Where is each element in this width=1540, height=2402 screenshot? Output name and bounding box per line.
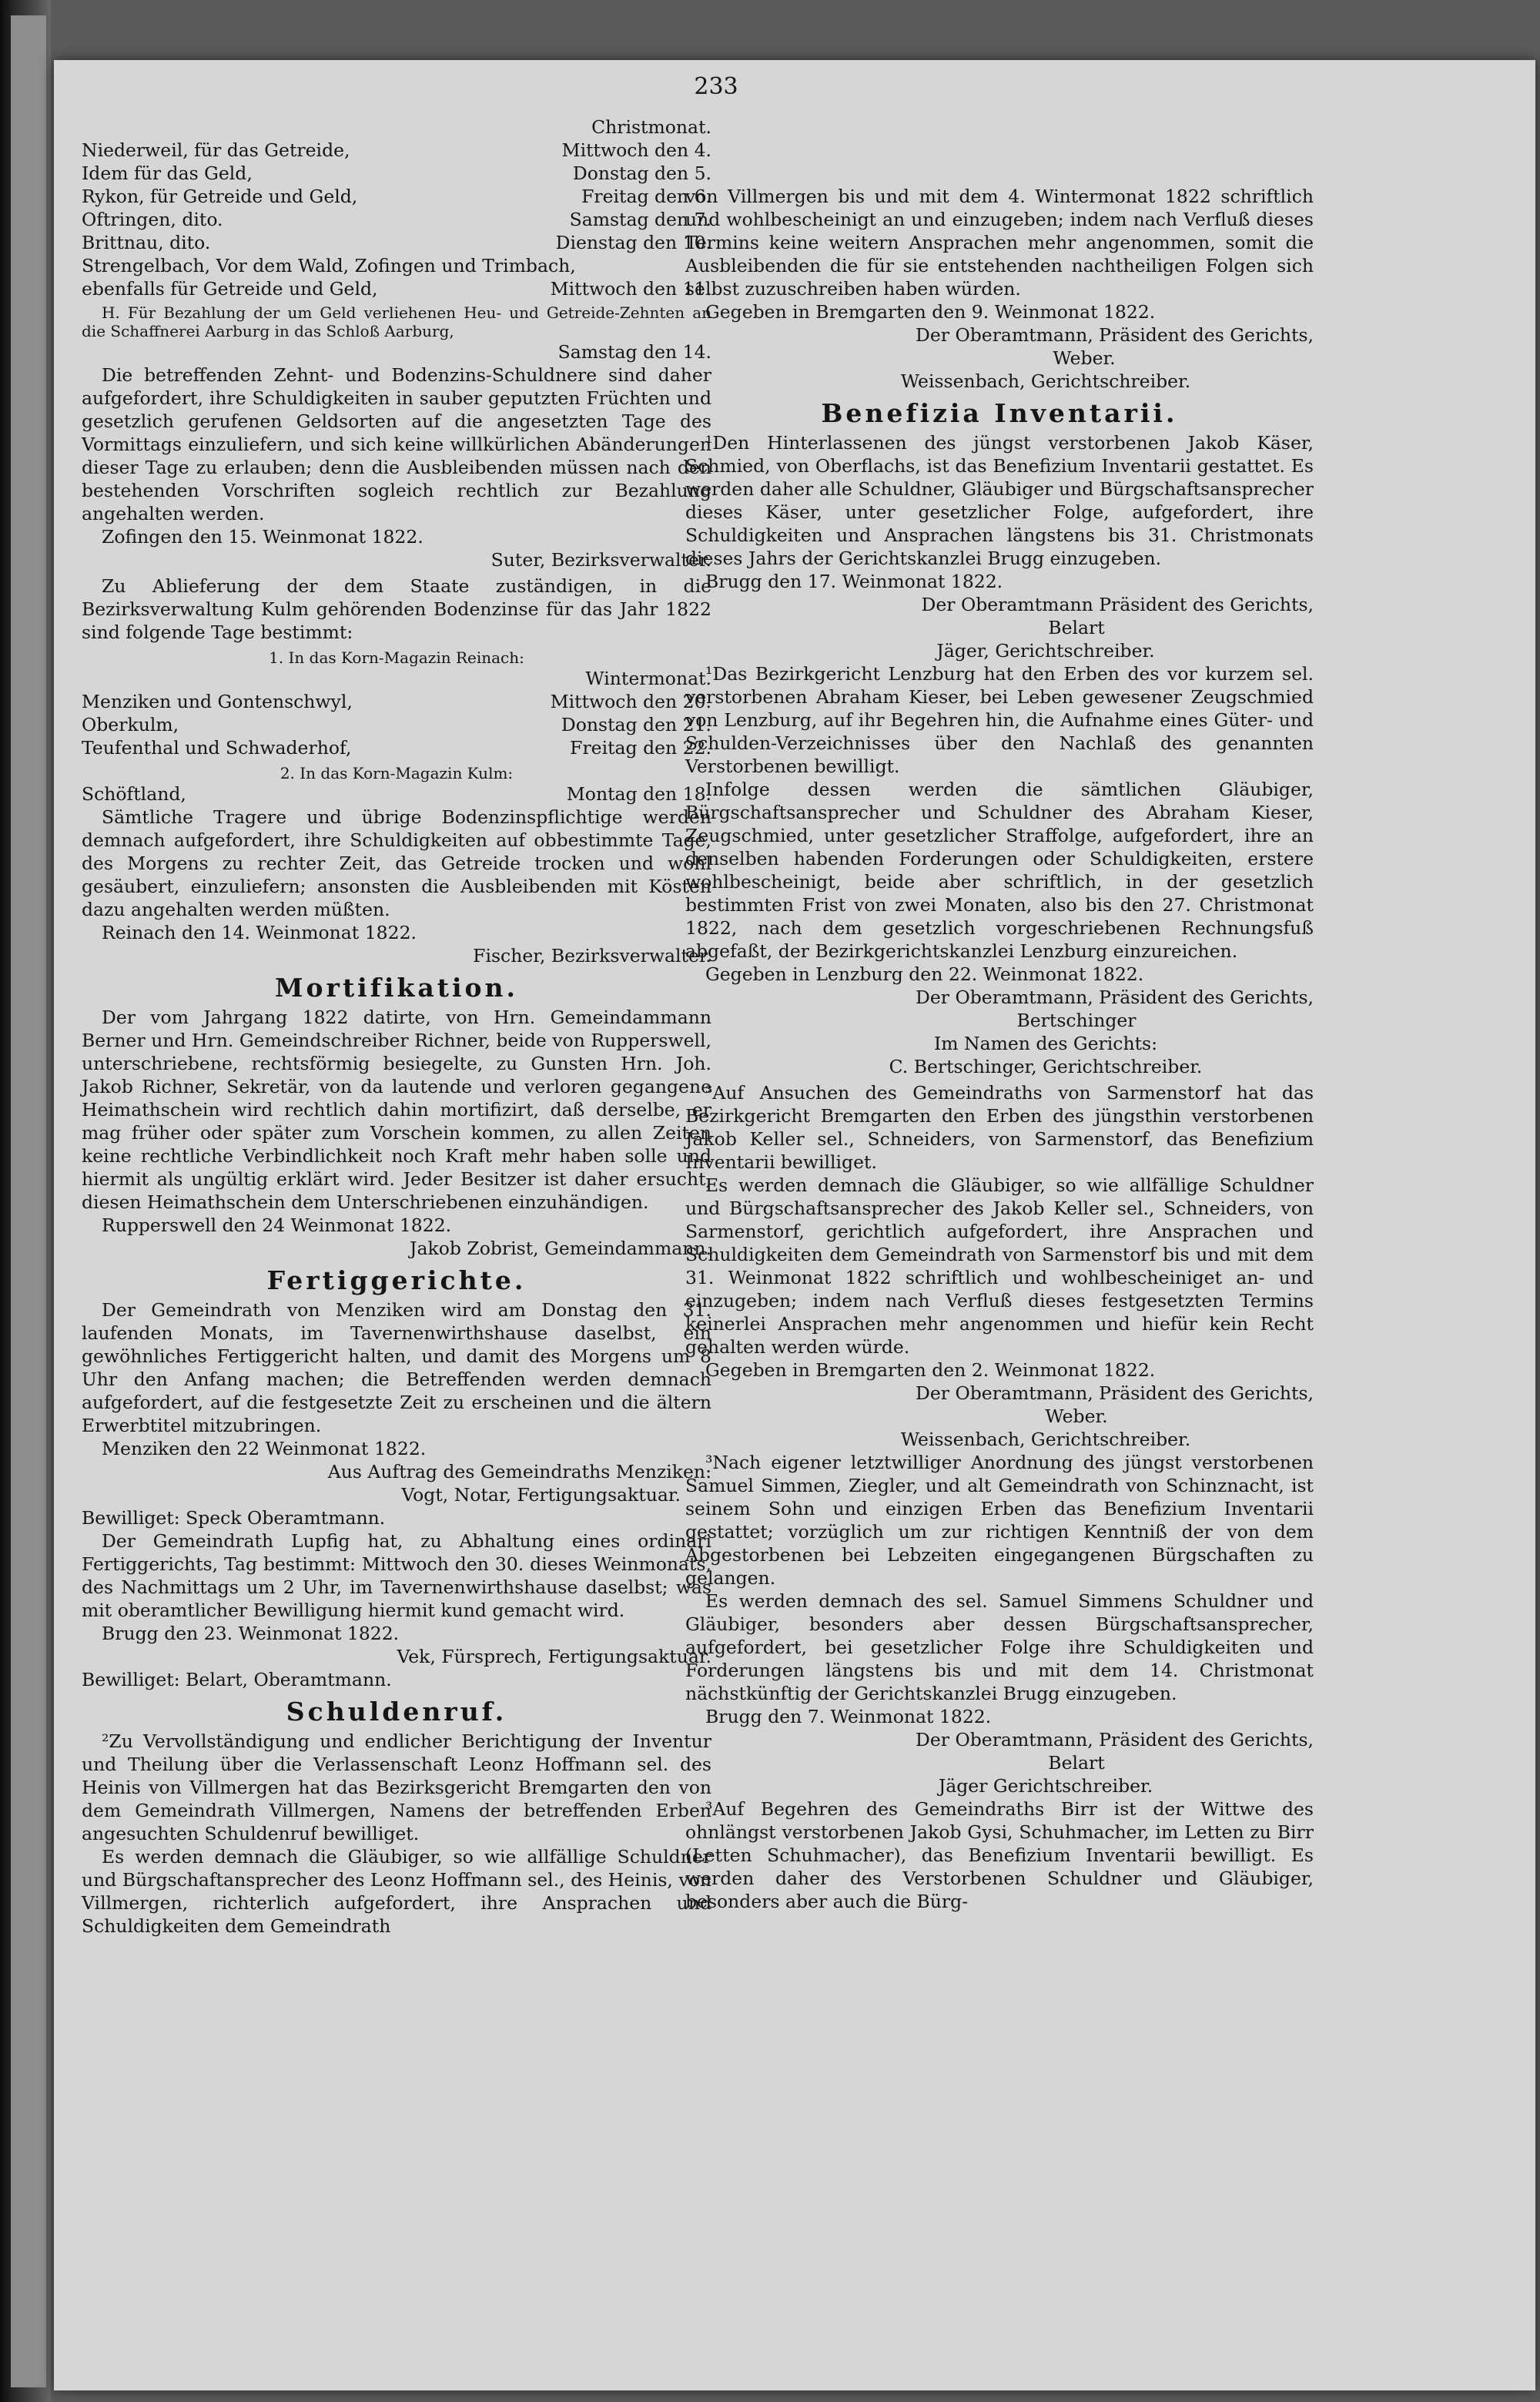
dateline: Rupperswell den 24 Weinmonat 1822.	[102, 1214, 452, 1236]
paragraph-keller: ³Auf Ansuchen des Gemeindraths von Sarmenstorf hat das Bezirkgericht Bremgarten den Erben des jüngsthin verstorbenen Jakob Keller sel., Schneiders, von Sarmenstorf, das Benefizium Inventarii bewilliget.	[685, 1082, 1314, 1173]
schedule-place: Menziken und Gontenschwyl,	[82, 691, 353, 712]
month-label: Christmonat.	[591, 116, 711, 138]
dateline: Reinach den 14. Weinmonat 1822.	[102, 922, 417, 943]
approval: Bewilliget: Belart, Oberamtmann.	[82, 1669, 392, 1690]
signature: Vogt, Notar, Fertigungsaktuar.	[401, 1484, 681, 1506]
schedule-row	[82, 713, 711, 736]
signature: Vek, Fürsprech, Fertigungsaktuar.	[397, 1646, 711, 1667]
schedule-place: Teufenthal und Schwaderhof,	[82, 737, 352, 759]
subheading-kulm: 2. In das Korn-Magazin Kulm:	[280, 764, 514, 782]
signature-line: Der Oberamtmann, Präsident des Gerichts,	[916, 324, 1314, 346]
schedule-row	[82, 736, 711, 759]
schedule-day: Donstag den 5.	[572, 162, 711, 184]
signature-line: Der Oberamtmann, Präsident des Gerichts,	[916, 987, 1314, 1008]
schedule-place: Idem für das Geld,	[82, 162, 253, 184]
signature: Jäger Gerichtschreiber.	[938, 1775, 1153, 1797]
schedule-list-1	[82, 139, 711, 300]
signature: Belart	[1048, 1752, 1105, 1774]
page-number: 233	[694, 73, 738, 100]
schedule-place: ebenfalls für Getreide und Geld,	[82, 278, 378, 300]
dateline: Brugg den 7. Weinmonat 1822.	[705, 1706, 992, 1727]
schedule-day: Mittwoch den 4.	[561, 139, 711, 161]
approval: Bewilliget: Speck Oberamtmann.	[82, 1507, 386, 1529]
schedule-list-2	[82, 690, 711, 759]
signature-line: Im Namen des Gerichts:	[933, 1033, 1158, 1054]
schedule-day: Freitag den 22.	[570, 737, 711, 759]
dateline: Brugg den 23. Weinmonat 1822.	[102, 1623, 400, 1644]
paragraph-kieser: ¹Das Bezirkgericht Lenzburg hat den Erben des vor kurzem sel. verstorbenen Abraham Kieser, bei Leben gewesener Zeugschmied von Lenzburg, auf ihr Begehren hin, die Aufnahme eines Güter- und Schulden-Verzeichnisses über den Nachlaß des genannten Verstorbenen bewilligt.	[685, 663, 1314, 777]
paragraph-glaeubiger: Es werden demnach die Gläubiger, so wie allfällige Schuldner und Bürgschaftansprecher des Leonz Hoffmann sel., des Heinis, von Villmergen, richterlich aufgefordert, ihre Ansprachen und Schuldigkeiten dem Gemeindrath	[82, 1846, 711, 1937]
schedule-row	[82, 277, 711, 300]
signature: Jakob Zobrist, Gemeindammann.	[410, 1238, 711, 1259]
schedule-day: Mittwoch den 11.	[550, 278, 711, 300]
signature: Weissenbach, Gerichtschreiber.	[900, 370, 1191, 392]
schedule-place: Oftringen, dito.	[82, 209, 223, 230]
paragraph-zehnt: Die betreffenden Zehnt- und Bodenzins-Schuldnere sind daher aufgefordert, ihre Schuldigkeiten in sauber geputzten Früchten und gesetzlich gerufenen Geldsorten auf die angesetzten Tage des Vormittags einzuliefern, und sich keine willkürlichen Abänderungen dieser Tage zu erlauben; denn die Ausbleibenden müssen nach den bestehenden Vorschriften sogleich rechtlich zur Bezahlung angehalten werden.	[82, 364, 711, 524]
paragraph-kaeser: ¹Den Hinterlassenen des jüngst verstorbenen Jakob Käser, Schmied, von Oberflachs, ist das Benefizium Inventarii gestattet. Es werden daher alle Schuldner, Gläubiger und Bürgschaftsansprecher dieses Käser, unter gesetzlicher Folge, aufgefordert, ihre Schuldigkeiten und Ansprachen längstens bis 31. Christmonats dieses Jahrs der Gerichtskanzlei Brugg einzugeben.	[685, 432, 1314, 569]
schedule-day: Mittwoch den 20.	[550, 691, 711, 712]
paragraph-gysi: ³Auf Begehren des Gemeindraths Birr ist der Wittwe des ohnlängst verstorbenen Jakob Gysi, Schuhmacher, im Letten zu Birr (Letten Schuhmacher), das Benefizium Inventarii bewilligt. Es werden daher des Verstorbenen Schuldner und Gläubiger, besonders aber auch die Bürg-	[685, 1798, 1314, 1912]
signature-line: Aus Auftrag des Gemeindraths Menziken:	[327, 1461, 711, 1482]
heading-benefizia: Benefizia Inventarii.	[821, 398, 1178, 428]
schedule-list-3	[82, 782, 711, 806]
schedule-row	[82, 162, 711, 185]
schedule-place: Rykon, für Getreide und Geld,	[82, 186, 358, 207]
schedule-place: Oberkulm,	[82, 714, 179, 735]
paragraph-hoffmann: ²Zu Vervollständigung und endlicher Berichtigung der Inventur und Theilung über die Verlassenschaft Leonz Hoffmann sel. des Heinis von Villmergen hat das Bezirksgericht Bremgarten den von dem Gemeindrath Villmergen, Namens der betreffenden Erben angesuchten Schuldenruf bewilliget.	[82, 1730, 711, 1844]
heading-schuldenruf: Schuldenruf.	[286, 1697, 507, 1727]
signature-line: Der Oberamtmann Präsident des Gerichts,	[921, 594, 1314, 615]
schedule-place: Strengelbach, Vor dem Wald, Zofingen und Trimbach,	[82, 255, 576, 276]
dateline: Gegeben in Bremgarten den 9. Weinmonat 1822.	[705, 301, 1156, 323]
schedule-day: Montag den 18.	[566, 783, 711, 805]
signature-line: Der Oberamtmann, Präsident des Gerichts,	[916, 1729, 1314, 1750]
paragraph-lupfig: Der Gemeindrath Lupfig hat, zu Abhaltung eines ordinari Fertiggerichts, Tag bestimmt: Mittwoch den 30. dieses Weinmonats, des Nachmittags um 2 Uhr, im Tavernenwirthshause daselbst; was mit oberamtlicher Bewilligung hiermit kund gemacht wird.	[82, 1530, 711, 1621]
signature: Weber.	[1045, 1405, 1108, 1427]
schedule-place: Niederweil, für das Getreide,	[82, 139, 350, 161]
schedule-row	[82, 254, 711, 277]
schedule-row	[82, 231, 711, 254]
dateline: Menziken den 22 Weinmonat 1822.	[102, 1438, 427, 1459]
schedule-place: Schöftland,	[82, 783, 186, 805]
paragraph-tragere: Sämtliche Tragere und übrige Bodenzinspflichtige werden demnach aufgefordert, ihre Schuldigkeiten auf obbestimmte Tage, des Morgens zu rechter Zeit, das Getreide trocken und wohl gesäubert, einzuliefern; ansonsten die Ausbleibenden mit Kösten dazu angehalten werden müßten.	[82, 806, 711, 920]
month-label: Wintermonat.	[585, 668, 711, 689]
note-h: H. Für Bezahlung der um Geld verliehenen Heu- und Getreide-Zehnten an die Schaffnerei Aarburg in das Schloß Aarburg,	[82, 303, 711, 340]
heading-fertiggerichte: Fertiggerichte.	[266, 1265, 527, 1295]
schedule-row	[82, 208, 711, 231]
paragraph-simmen-2: Es werden demnach des sel. Samuel Simmens Schuldner und Gläubiger, besonders aber dessen Bürgschaftsansprecher, aufgefordert, bei gesetzlicher Folge ihre Schuldigkeiten und Forderungen längstens bis und mit dem 14. Christmonat nächstkünftig der Gerichtskanzlei Brugg einzugeben.	[685, 1590, 1314, 1704]
heading-mortifikation: Mortifikation.	[275, 973, 518, 1003]
signature: Weber.	[1053, 347, 1116, 369]
signature: Suter, Bezirksverwalter.	[490, 549, 711, 571]
schedule-place: Brittnau, dito.	[82, 232, 211, 253]
signature: Fischer, Bezirksverwalter.	[473, 945, 711, 966]
dateline: Zofingen den 15. Weinmonat 1822.	[102, 526, 424, 548]
signature: Jäger, Gerichtschreiber.	[936, 640, 1155, 662]
schedule-day: Samstag den 7.	[569, 209, 711, 230]
dateline: Gegeben in Bremgarten den 2. Weinmonat 1822.	[705, 1359, 1156, 1381]
signature: Weissenbach, Gerichtschreiber.	[900, 1429, 1191, 1450]
schedule-row	[82, 185, 711, 208]
schedule-day: Freitag den 6.	[581, 186, 711, 207]
paragraph-menziken: Der Gemeindrath von Menziken wird am Donstag den 31. laufenden Monats, im Tavernenwirthshause daselbst, ein gewöhnliches Fertiggericht halten, und damit des Morgens um 8 Uhr den Anfang machen; die Betreffenden werden demnach aufgefordert, auf die festgesetzte Zeit zu erscheinen und die ältern Erwerbtitel mitzubringen.	[82, 1299, 711, 1436]
schedule-row	[82, 690, 711, 713]
signature: Bertschinger	[1016, 1010, 1137, 1031]
note-h-day: Samstag den 14.	[557, 341, 711, 363]
signature: C. Bertschinger, Gerichtschreiber.	[889, 1056, 1203, 1077]
paragraph-kieser-2: Infolge dessen werden die sämtlichen Gläubiger, Bürgschaftsansprecher und Schuldner des Abraham Kieser, Zeugschmied, unter gesetzlicher Straffolge, aufgefordert, ihre an denselben habenden Forderungen oder Schuldigkeiten, erstere wohlbescheinigt, beide aber schriftlich, in der gesetzlich bestimmten Frist von zwei Monaten, also bis den 27. Christmonat 1822, nach dem gesetzlich vorgeschriebenen Rechnungsfuß abgefaßt, der Bezirkgerichtskanzlei Lenzburg einzureichen.	[685, 779, 1314, 962]
left-column	[82, 116, 711, 1938]
dateline: Brugg den 17. Weinmonat 1822.	[705, 571, 1003, 592]
subheading-reinach: 1. In das Korn-Magazin Reinach:	[269, 648, 524, 667]
paragraph-kulm: Zu Ablieferung der dem Staate zuständigen, in die Bezirksverwaltung Kulm gehörenden Bodenzinse für das Jahr 1822 sind folgende Tage bestimmt:	[82, 575, 711, 643]
schedule-day: Donstag den 21.	[561, 714, 711, 735]
schedule-row	[82, 139, 711, 162]
signature-line: Der Oberamtmann, Präsident des Gerichts,	[916, 1382, 1314, 1404]
schedule-day: Dienstag den 10.	[555, 232, 711, 253]
signature: Belart	[1048, 617, 1105, 638]
previous-page-edge	[11, 15, 46, 2387]
dateline: Gegeben in Lenzburg den 22. Weinmonat 1822.	[705, 963, 1144, 985]
right-column	[685, 185, 1314, 1913]
schedule-row	[82, 782, 711, 806]
paragraph-continued: von Villmergen bis und mit dem 4. Wintermonat 1822 schriftlich und wohlbescheinigt an und einzugeben; indem nach Verfluß dieses Termins keine weitern Ansprachen mehr angenommen, somit die Ausbleibenden die für sie entstehenden nachtheiligen Folgen sich selbst zuzuschreiben haben würden.	[685, 186, 1314, 300]
paragraph-mortifikation: Der vom Jahrgang 1822 datirte, von Hrn. Gemeindammann Berner und Hrn. Gemeindschreiber Richner, beide von Rupperswell, unterschriebene, rechtsförmig besiegelte, zu Gunsten Hrn. Joh. Jakob Richner, Sekretär, von da lautende und verloren gegangene Heimathschein wird rechtlich dahin mortifizirt, daß derselbe, er mag früher oder später zum Vorschein kommen, zu allen Zeiten keine rechtliche Verbindlichkeit noch Kraft mehr haben solle und hiermit als ungültig erklärt wird. Jeder Besitzer ist daher ersucht, diesen Heimathschein dem Unterschriebenen einzuhändigen.	[82, 1007, 711, 1213]
paragraph-keller-2: Es werden demnach die Gläubiger, so wie allfällige Schuldner und Bürgschaftsansprecher des Jakob Keller sel., Schneiders, von Sarmenstorf, gerichtlich aufgefordert, ihre Ansprachen und Schuldigkeiten dem Gemeindrath von Sarmenstorf bis und mit dem 31. Weinmonat 1822 schriftlich und wohlbescheiniget an- und einzugeben; indem nach Verfluß dieses festgesetzten Termins keinerlei Ansprachen mehr angenommen und hiefür kein Recht gehalten werden würde.	[685, 1174, 1314, 1358]
paragraph-simmen: ³Nach eigener letztwilliger Anordnung des jüngst verstorbenen Samuel Simmen, Ziegler, und alt Gemeindrath von Schinznacht, ist seinem Sohn und einzigen Erben das Benefizium Inventarii gestattet; vorzüglich um zur richtigen Kenntniß der von dem Abgestorbenen bei Lebzeiten eingegangenen Bürgschaften zu gelangen.	[685, 1452, 1314, 1589]
